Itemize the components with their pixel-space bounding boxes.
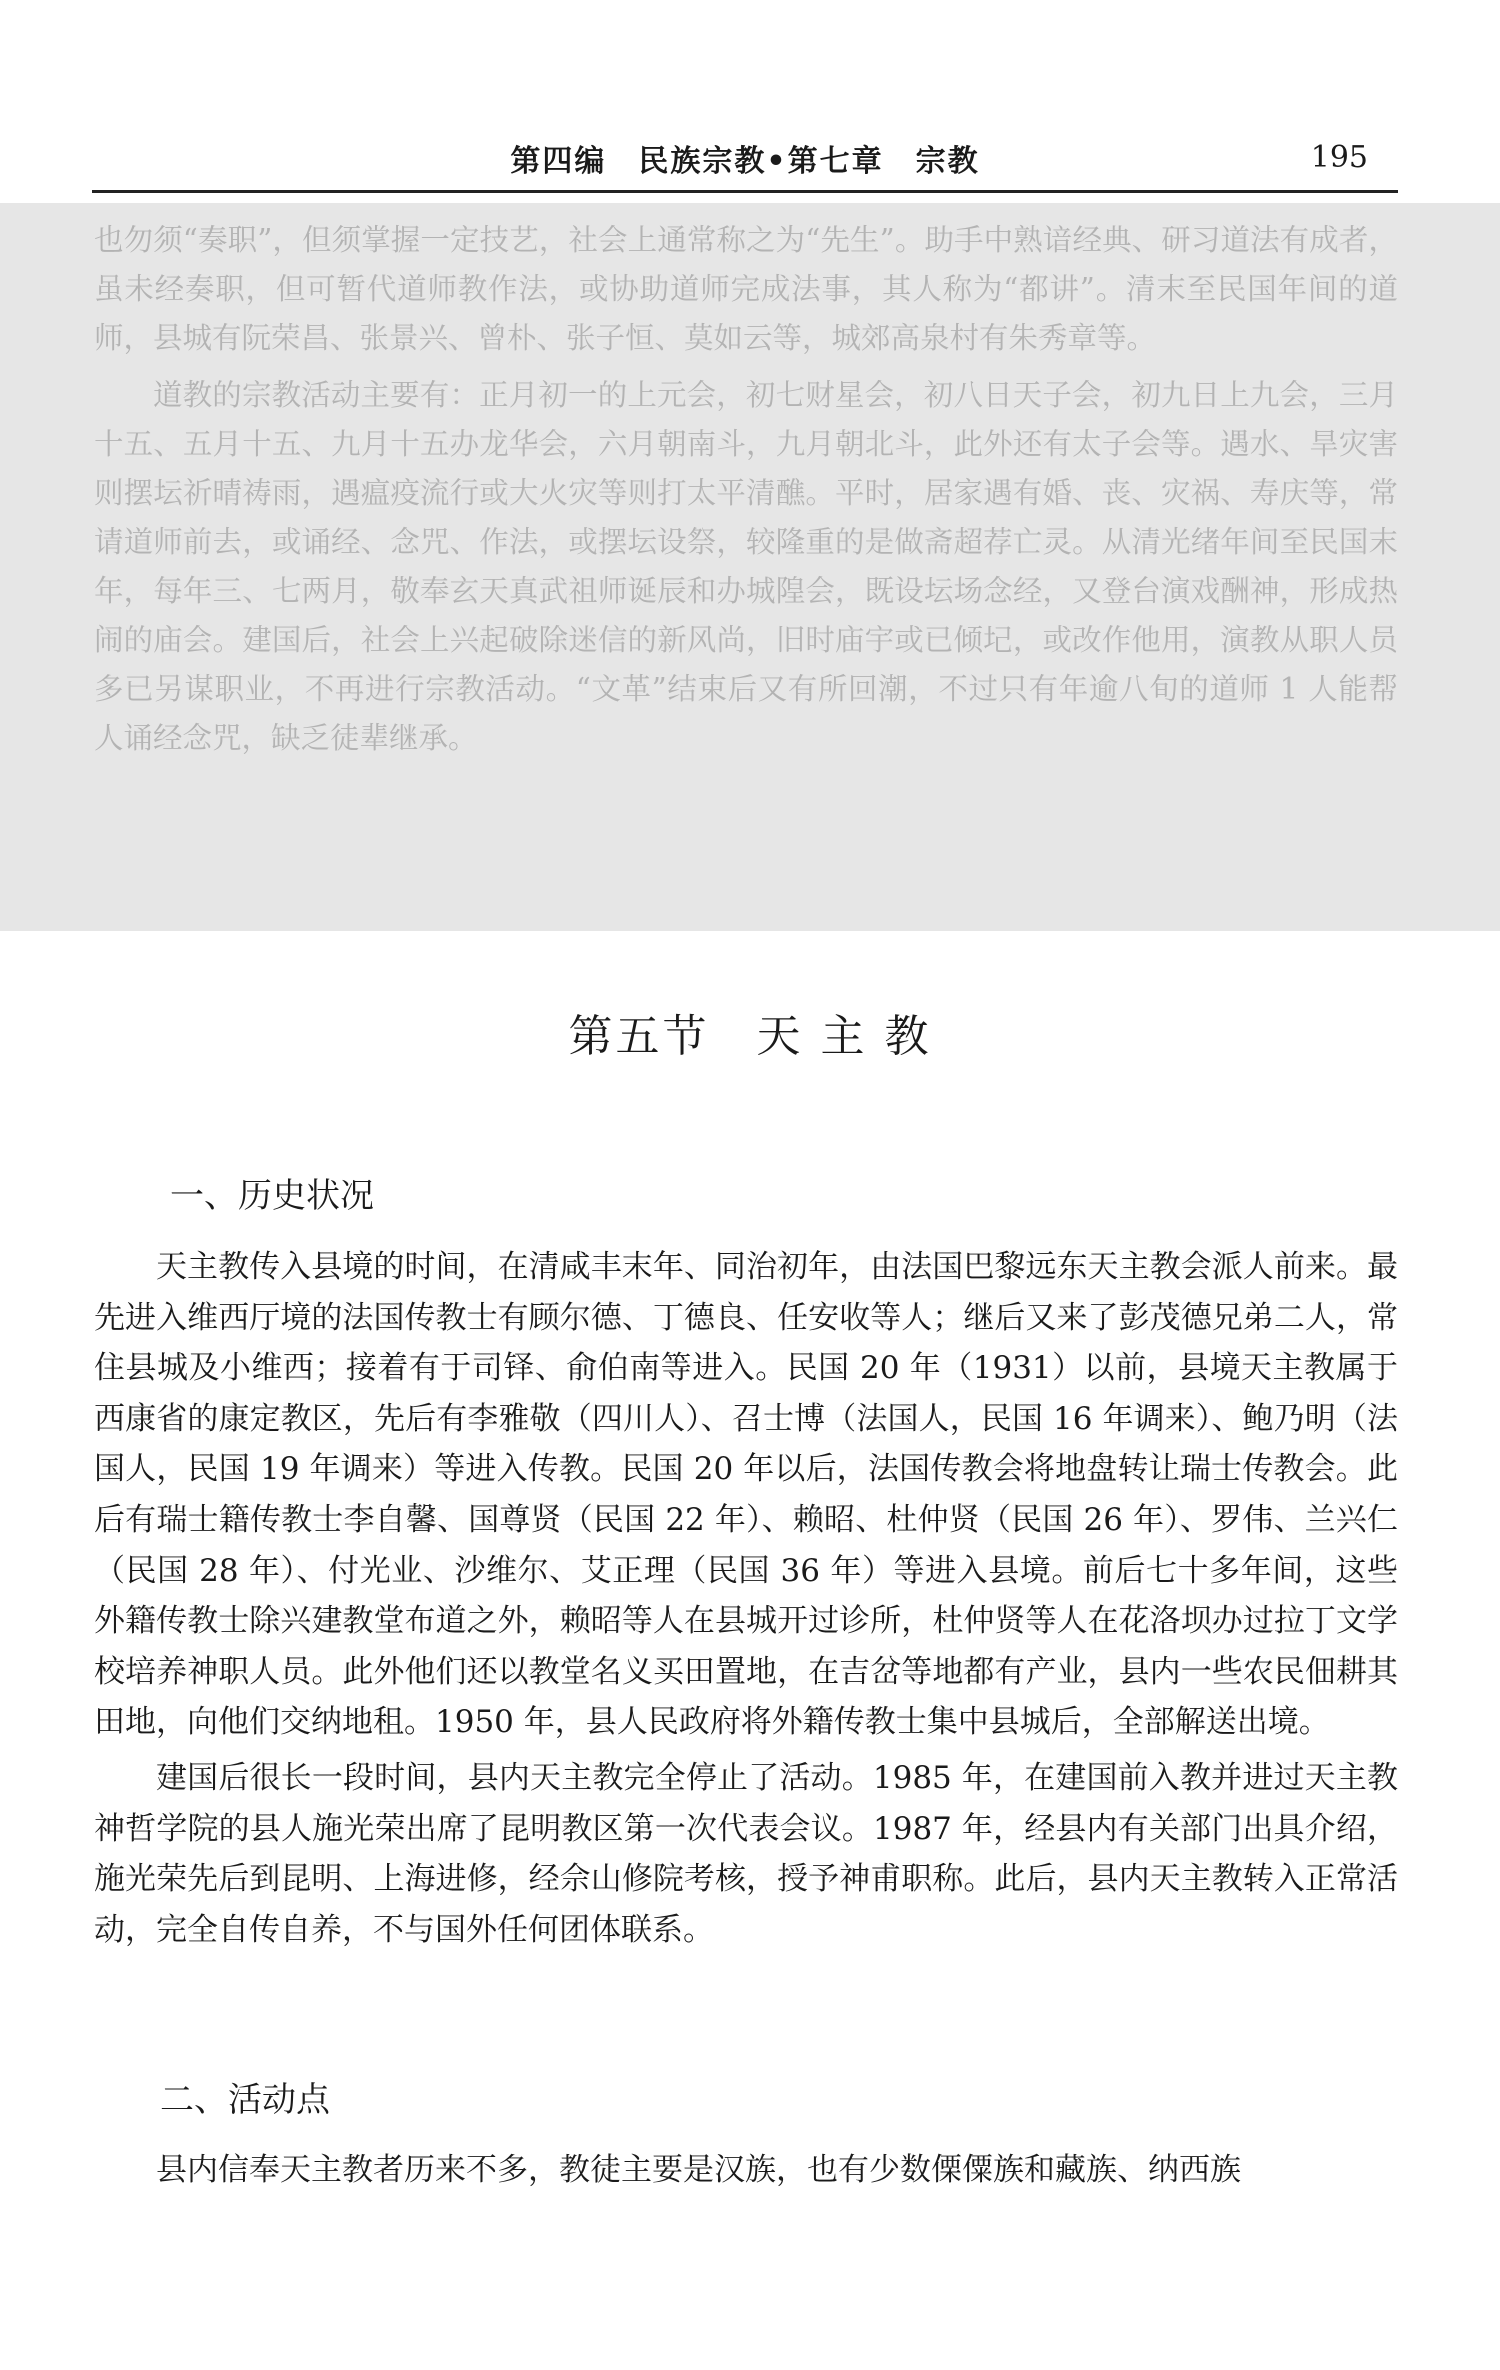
page-number: 195 <box>1310 140 1368 175</box>
running-header-title: 第四编 民族宗教•第七章 宗教 <box>510 144 980 179</box>
subsection-activity-sites-text <box>94 2145 1398 2196</box>
running-header <box>92 128 1398 193</box>
section-title: 第五节 天 主 教 <box>568 1011 932 1062</box>
subsection-heading-activity-sites: 二、活动点 <box>160 2080 330 2120</box>
previous-section-text <box>94 216 1398 763</box>
paragraph: 也勿须“奏职”，但须掌握一定技艺，社会上通常称之为“先生”。助手中熟谙经典、研习道法有成者，虽未经奏职，但可暂代道师教作法，或协助道师完成法事，其人称为“都讲”。清末至民国年间的道师，县城有阮荣昌、张景兴、曾朴、张子恒、莫如云等，城郊高泉村有朱秀章等。 <box>94 223 1398 355</box>
paragraph: 天主教传入县境的时间，在清咸丰末年、同治初年，由法国巴黎远东天主教会派人前来。最先进入维西厅境的法国传教士有顾尔德、丁德良、任安收等人；继后又来了彭茂德兄弟二人，常住县城及小维西；接着有于司铎、俞伯南等进入。民国 20 年（1931）以前，县境天主教属于西康省的康定教区，先后有李雅敬（四川人）、召士博（法国人，民国 16 年调来）、鲍乃明（法国人，民国 19 年调来）等进入传教。民国 20 年以后，法国传教会将地盘转让瑞士传教会。此后有瑞士籍传教士李自馨、国尊贤（民国 22 年）、赖昭、杜仲贤（民国 26 年）、罗伟、兰兴仁（民国 28 年）、付光业、沙维尔、艾正理（民国 36 年）等进入县境。前后七十多年间，这些外籍传教士除兴建教堂布道之外，赖昭等人在县城开过诊所，杜仲贤等人在花洛坝办过拉丁文学校培养神职人员。此外他们还以教堂名义买田置地，在吉岔等地都有产业，县内一些农民佃耕其田地，向他们交纳地租。1950 年，县人民政府将外籍传教士集中县城后，全部解送出境。 <box>94 1249 1398 1741</box>
paragraph: 县内信奉天主教者历来不多，教徒主要是汉族，也有少数傈僳族和藏族、纳西族 <box>156 2152 1241 2188</box>
paragraph: 建国后很长一段时间，县内天主教完全停止了活动。1985 年，在建国前入教并进过天主教神哲学院的县人施光荣出席了昆明教区第一次代表会议。1987 年，经县内有关部门出具介绍，施光荣先后到昆明、上海进修，经佘山修院考核，授予神甫职称。此后，县内天主教转入正常活动，完全自传自养，不与国外任何团体联系。 <box>94 1759 1398 1948</box>
subsection-history-text <box>94 1242 1398 1955</box>
subsection-heading-history: 一、历史状况 <box>170 1176 374 1216</box>
paragraph: 道教的宗教活动主要有：正月初一的上元会，初七财星会，初八日天子会，初九日上九会，三月十五、五月十五、九月十五办龙华会，六月朝南斗，九月朝北斗，此外还有太子会等。遇水、旱灾害则摆坛祈晴祷雨，遇瘟疫流行或大火灾等则打太平清醮。平时，居家遇有婚、丧、灾祸、寿庆等，常请道师前去，或诵经、念咒、作法，或摆坛设祭，较隆重的是做斋超荐亡灵。从清光绪年间至民国末年，每年三、七两月，敬奉玄天真武祖师诞辰和办城隍会，既设坛场念经，又登台演戏酬神，形成热闹的庙会。建国后，社会上兴起破除迷信的新风尚，旧时庙宇或已倾圮，或改作他用，演教从职人员多已另谋职业，不再进行宗教活动。“文革”结束后又有所回潮，不过只有年逾八旬的道师 1 人能帮人诵经念咒，缺乏徒辈继承。 <box>94 378 1398 755</box>
